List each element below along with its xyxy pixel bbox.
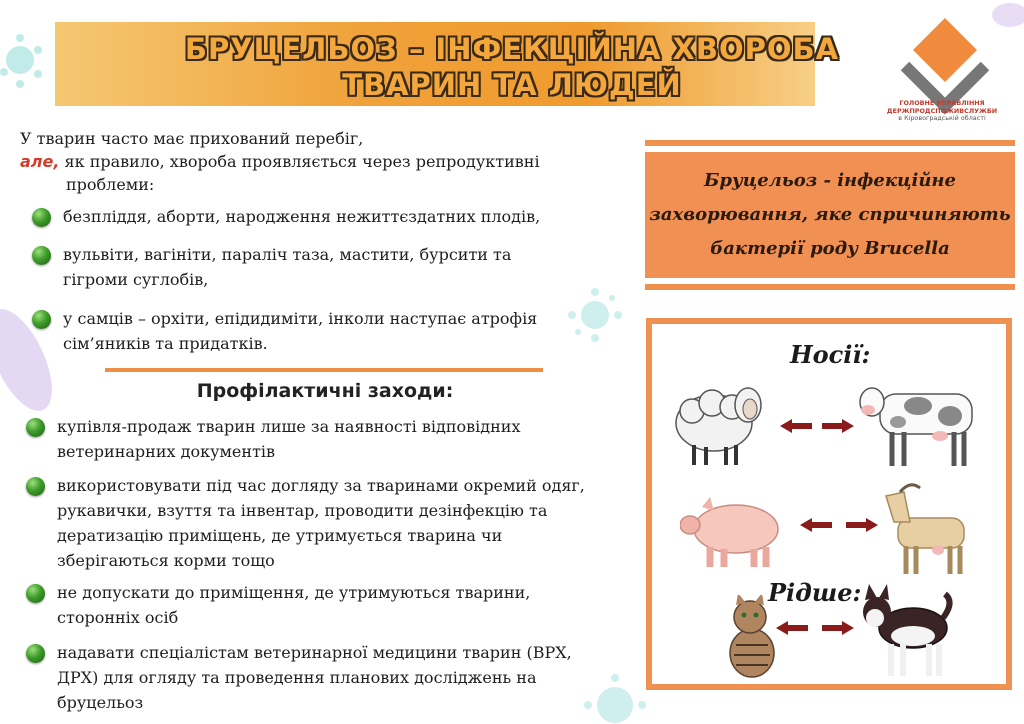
green-bullet-icon — [26, 418, 45, 437]
green-bullet-icon — [32, 246, 51, 265]
definition-box — [645, 140, 1015, 290]
section-divider — [105, 368, 543, 372]
prevention-line: бруцельоз — [57, 693, 144, 712]
symptom-item — [32, 242, 612, 292]
arrow-right-icon — [822, 418, 854, 434]
pig-icon — [680, 495, 790, 570]
prevention-line: ветеринарних документів — [57, 442, 276, 461]
intro-line-1: У тварин часто має прихований перебіг, — [20, 129, 364, 148]
logo-caption-line-2: ДЕРЖПРОДСПОЖИВСЛУЖБИ — [886, 106, 998, 115]
goat-icon — [880, 482, 975, 577]
green-bullet-icon — [26, 644, 45, 663]
definition-bottom-line — [645, 284, 1015, 290]
dog-icon — [855, 582, 955, 682]
title-line-2: ТВАРИН ТА ЛЮДЕЙ — [342, 68, 682, 102]
prevention-line: дератизацію приміщень, де утримується тварина чи — [57, 526, 503, 545]
symptom-line: сім’яників та придатків. — [63, 334, 268, 353]
arrow-left-icon — [800, 517, 832, 533]
symptom-line: гігроми суглобів, — [63, 270, 209, 289]
prevention-title: Профілактичні заходи: — [196, 380, 454, 402]
green-bullet-icon — [26, 477, 45, 496]
arrow-right-icon — [822, 620, 854, 636]
prevention-line: надавати спеціалістам ветеринарної медицини тварин (ВРХ, — [57, 643, 572, 662]
intro-ale-highlight: але, — [20, 152, 60, 171]
definition-panel — [645, 152, 1015, 278]
prevention-item — [26, 414, 636, 464]
intro-line-2 — [20, 150, 620, 173]
intro-line-2-rest: як правило, хвороба проявляється через репродуктивні — [59, 152, 540, 171]
intro-line-3: проблеми: — [66, 175, 155, 194]
green-bullet-icon — [26, 584, 45, 603]
cat-icon — [722, 595, 782, 680]
symptom-line: безпліддя, аборти, народження нежиттєздатних плодів, — [63, 207, 541, 226]
logo-caption-line-3: в Кіровоградській області — [898, 114, 986, 122]
prevention-line: зберігаються корми тощо — [57, 551, 275, 570]
green-bullet-icon — [32, 310, 51, 329]
prevention-line: використовувати під час догляду за тваринами окремий одяг, — [57, 476, 585, 495]
prevention-line: ДРХ) для огляду та проведення планових досліджень на — [57, 668, 537, 687]
definition-line-1: Бруцельоз - інфекційне — [704, 170, 956, 191]
title-line-1: БРУЦЕЛЬОЗ – ІНФЕКЦІЙНА ХВОРОБА — [184, 32, 840, 66]
arrow-left-icon — [776, 620, 808, 636]
symptom-line: вульвіти, вагініти, параліч таза, мастити, бурсити та — [63, 245, 512, 264]
symptom-line: у самців – орхіти, епідидиміти, інколи наступає атрофія — [63, 309, 538, 328]
prevention-line: сторонніх осіб — [57, 608, 179, 627]
prevention-line: не допускати до приміщення, де утримуються тварини, — [57, 583, 531, 602]
rare-carriers-label: Рідше: — [768, 578, 862, 607]
definition-line-2: захворювання, яке спричиняють — [649, 204, 1011, 225]
green-bullet-icon — [32, 208, 51, 227]
logo-caption-line-1: ГОЛОВНЕ УПРАВЛІННЯ — [899, 99, 985, 107]
prevention-line: купівля-продаж тварин лише за наявності відповідних — [57, 417, 521, 436]
sheep-icon — [672, 375, 772, 470]
symptom-item — [32, 204, 612, 229]
intro-text — [20, 127, 620, 196]
symptom-item — [32, 306, 612, 356]
arrow-right-icon — [846, 517, 878, 533]
prevention-item — [26, 580, 636, 630]
prevention-item — [26, 473, 636, 573]
definition-top-line — [645, 140, 1015, 146]
logo-caption — [876, 100, 1008, 123]
cow-icon — [858, 372, 983, 472]
prevention-item — [26, 640, 636, 715]
prevention-line: рукавички, взуття та інвентар, проводити дезінфекцію та — [57, 501, 548, 520]
definition-line-3: бактерії роду Brucella — [710, 238, 950, 259]
carriers-label: Носії: — [790, 340, 871, 369]
arrow-left-icon — [780, 418, 812, 434]
